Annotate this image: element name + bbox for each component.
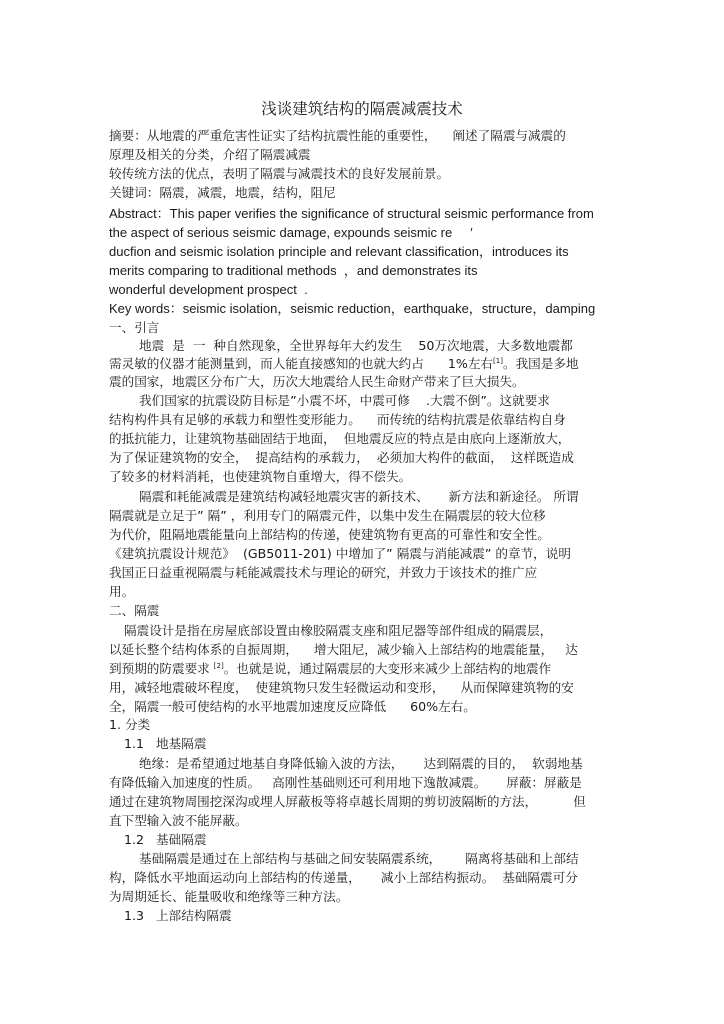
paragraph-line: 为了保证建筑物的安全， 提高结构的承载力， 必须加大构件的截面， 这样既造成 xyxy=(109,450,574,465)
paragraph-line: 用。 xyxy=(109,584,135,599)
citation-ref: [2] xyxy=(213,662,224,670)
paragraph-line: 我们国家的抗震设防目标是”小震不坏，中震可修 .大震不倒”。这就要求 xyxy=(139,393,550,408)
paragraph-line: 用，减轻地震破坏程度， 使建筑物只发生轻微运动和变形， 从而保障建筑物的安 xyxy=(109,680,574,695)
paragraph-line: 需灵敏的仪器才能测量到，而人能直接感知的也就大约占 1%左右[1]。我国是多地 xyxy=(109,356,579,371)
abstract-cn-line: 较传统方法的优点，表明了隔震与减震技术的良好发展前景。 xyxy=(109,166,450,181)
paragraph-line: 隔震设计是指在房屋底部设置由橡胶隔震支座和阻尼器等部件组成的隔震层， xyxy=(124,623,553,638)
paragraph-line: 的抵抗能力，让建筑物基础固结于地面， 但地震反应的特点是由底向上逐渐放大， xyxy=(109,431,571,446)
paragraph-line: 构，降低水平地面运动向上部结构的传递量， 减小上部结构振动。 基础隔震可分 xyxy=(109,870,578,885)
paragraph-line: 为代价，阻隔地震能量向上部结构的传递，使建筑物有更高的可靠性和安全性。 xyxy=(109,527,550,542)
paragraph-line: 我国正日益重视隔震与耗能减震技术与理论的研究，并致力于该技术的推广应 xyxy=(109,565,538,580)
citation-ref: [1] xyxy=(493,357,503,365)
paragraph-line: 结构构件具有足够的承载力和塑性变形能力。 而传统的结构抗震是依靠结构自身 xyxy=(109,412,566,427)
paragraph-line: 以延长整个结构体系的自振周期， 增大阻尼，减少输入上部结构的地震能量， 达 xyxy=(109,642,578,657)
paragraph-line: 隔震和耗能减震是建筑结构减轻地震灾害的新技术、 新方法和新途径。 所谓 xyxy=(139,489,579,504)
paragraph-line: 到预期的防震要求 [2]。也就是说，通过隔震层的大变形来减少上部结构的地震作 xyxy=(109,661,552,676)
paragraph-line: 全，隔震一般可使结构的水平地震加速度反应降低 60%左右。 xyxy=(109,699,476,714)
paragraph-line: 地震 是 一 种自然现象，全世界每年大约发生 50万次地震，大多数地震都 xyxy=(139,338,573,353)
abstract-cn-line: 原理及相关的分类，介绍了隔震减震 xyxy=(109,147,311,162)
paragraph-line: 了较多的材料消耗，也使建筑物自重增大，得不偿失。 xyxy=(109,469,412,484)
paragraph-line: 隔震就是立足于” 隔” ，利用专门的隔震元件，以集中发生在隔震层的较大位移 xyxy=(109,508,546,523)
section-heading: 一、引言 xyxy=(109,320,160,335)
subsection-heading: 1.2 基础隔震 xyxy=(124,832,207,847)
abstract-en-line: wonderful development prospect . xyxy=(109,282,308,297)
paragraph-line: 绝缘：是希望通过地基自身降低输入波的方法， 达到隔震的目的， 软弱地基 xyxy=(139,756,583,771)
paragraph-line: 直下型输入波不能屏蔽。 xyxy=(109,813,248,828)
document-title: 浅谈建筑结构的隔震减震技术 xyxy=(261,100,463,118)
abstract-en-line: the aspect of serious seismic damage, expounds seismic re ′ xyxy=(109,225,473,240)
section-heading: 二、隔震 xyxy=(109,603,160,618)
subsection-heading: 1.1 地基隔震 xyxy=(124,736,207,751)
abstract-en-line: merits comparing to traditional methods ，and demonstrates its xyxy=(109,263,478,278)
keywords-en: Key words：seismic isolation，seismic reduction，earthquake，structure，damping xyxy=(109,301,596,316)
abstract-cn-line: 摘要：从地震的严重危害性证实了结构抗震性能的重要性， 阐述了隔震与减震的 xyxy=(109,128,566,143)
paragraph-line: 通过在建筑物周围挖深沟或埋人屏蔽板等将卓越长周期的剪切波隔断的方法， 但 xyxy=(109,794,586,809)
paragraph-line: 基础隔震是通过在上部结构与基础之间安装隔震系统， 隔离将基础和上部结 xyxy=(139,851,579,866)
paragraph-line: 为周期延长、能量吸收和绝缘等三种方法。 xyxy=(109,889,349,904)
keywords-cn: 关键词：隔震，减震，地震，结构，阻尼 xyxy=(109,185,336,200)
abstract-en-line: ducfion and seismic isolation principle and relevant classification，introduces its xyxy=(109,244,569,259)
abstract-en-line: Abstract：This paper verifies the significance of structural seismic performance from xyxy=(109,206,594,221)
subsection-heading: 1.3 上部结构隔震 xyxy=(124,908,232,923)
paragraph-line: 有降低输入加速度的性质。 高刚性基础则还可利用地下逸散减震。 屏蔽：屏蔽是 xyxy=(109,775,582,790)
subsection-heading: 1. 分类 xyxy=(109,717,151,732)
paragraph-line: 《建筑抗震设计规范》 (GB5011-201) 中增加了” 隔震与消能减震” 的章节，说明 xyxy=(109,546,571,561)
paragraph-line: 震的国家，地震区分布广大，历次大地震给人民生命财产带来了巨大损失。 xyxy=(109,374,525,389)
